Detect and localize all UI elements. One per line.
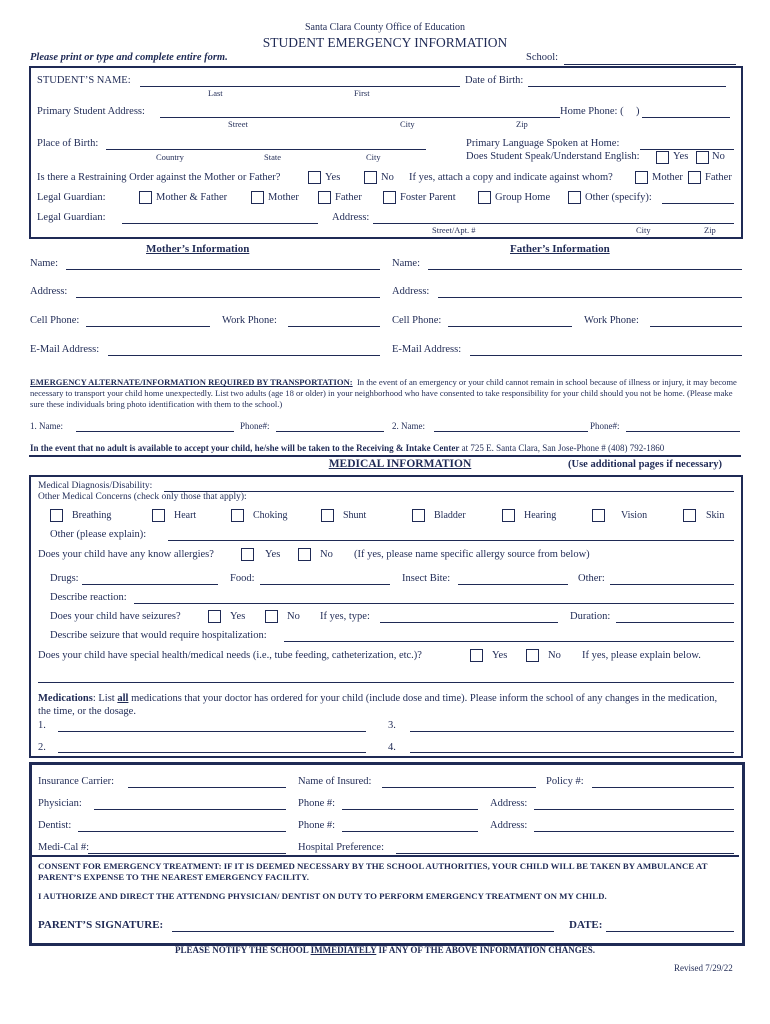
seizures-yes-label: Yes [230,611,246,622]
insured-field[interactable] [382,787,536,788]
contact1-label: 1. Name: [30,421,63,431]
allergies-yes-checkbox[interactable] [241,548,254,561]
guardian-both-checkbox[interactable] [139,191,152,204]
concern-heart-label: Heart [174,510,197,521]
instruction: Please print or type and complete entire form. [30,52,228,63]
intake-notice-bold: In the event that no adult is available to accept your child, he/she will be taken to the Receiving & Intake Center [30,443,460,453]
guardian-other-checkbox[interactable] [568,191,581,204]
reaction-label: Describe reaction: [50,592,127,603]
drugs-label: Drugs: [50,573,79,584]
concern-vision-checkbox[interactable] [592,509,605,522]
concern-shunt-label: Shunt [343,510,367,521]
allergies-yes-label: Yes [265,549,281,560]
mother-address-label: Address: [30,286,68,297]
home-phone-label: Home Phone: ( [560,106,624,117]
seizures-yes-checkbox[interactable] [208,610,221,623]
hospital-pref-label: Hospital Preference: [298,842,385,853]
dentist-address-label: Address: [490,820,528,831]
needs-no-label: No [548,650,561,661]
dentist-label: Dentist: [38,820,72,831]
diagnosis-label: Medical Diagnosis/Disability: [38,481,153,491]
med1-field[interactable] [58,731,366,732]
mother-info-title: Mother’s Information [146,243,250,255]
insect-field[interactable] [458,584,568,585]
english-yes-checkbox[interactable] [656,151,669,164]
guardian-group-checkbox[interactable] [478,191,491,204]
city3-caption: City [636,225,651,235]
seizure-hospital-label: Describe seizure that would require hospitalization: [50,630,267,641]
concern-hearing-checkbox[interactable] [502,509,515,522]
intake-notice-address: at 725 E. Santa Clara, San Jose-Phone # (408) 792-1860 [461,443,665,453]
school-field[interactable] [564,64,736,65]
concern-skin-label: Skin [706,510,725,521]
student-name-field[interactable] [140,86,460,87]
father-name-field[interactable] [428,269,742,270]
seizure-type-label: If yes, type: [320,611,370,622]
medications-pre: : List [92,693,118,704]
carrier-label: Insurance Carrier: [38,776,115,787]
intake-notice [30,443,664,453]
father-email-label: E-Mail Address: [392,344,462,355]
emergency-heading: EMERGENCY ALTERNATE/INFORMATION REQUIRED BY TRANSPORTATION: [30,377,353,387]
restraining-yes-label: Yes [325,172,341,183]
father-work-field[interactable] [650,326,742,327]
medications-text [38,692,728,718]
whom-mother-checkbox[interactable] [635,171,648,184]
seizure-hospital-field[interactable] [284,641,734,642]
guardian-address-field[interactable] [373,223,734,224]
dob-label: Date of Birth: [465,75,524,86]
revised-date: Revised 7/29/22 [674,963,733,973]
footer-notice-pre: PLEASE NOTIFY THE SCHOOL [175,945,311,955]
concern-breathing-checkbox[interactable] [50,509,63,522]
zip3-caption: Zip [704,225,716,235]
footer-notice-immediately: IMMEDIATELY [310,945,377,955]
medical-number-label: Medi-Cal #: [38,842,90,853]
authorize-text: I AUTHORIZE AND DIRECT THE ATTENDNG PHYSICIAN/ DENTIST ON DUTY TO PERFORM EMERGENCY TREATMENT ON MY CHILD. [38,891,607,901]
city2-caption: City [366,152,381,162]
mother-cell-field[interactable] [86,326,210,327]
dentist-address-field[interactable] [534,831,734,832]
mother-address-field[interactable] [76,297,380,298]
mother-work-label: Work Phone: [222,315,277,326]
street-caption: Street [228,119,248,129]
seizure-duration-label: Duration: [570,611,611,622]
med3-label: 3. [388,720,396,731]
father-address-field[interactable] [438,297,742,298]
physician-label: Physician: [38,798,82,809]
dentist-field[interactable] [78,831,286,832]
signature-field[interactable] [172,931,554,932]
mother-name-field[interactable] [66,269,380,270]
mother-email-label: E-Mail Address: [30,344,100,355]
drugs-field[interactable] [82,584,218,585]
speak-label: Does Student Speak/Understand English: [466,151,640,162]
med1-label: 1. [38,720,46,731]
father-name-label: Name: [392,258,420,269]
address-field[interactable] [160,117,560,118]
restraining-yes-checkbox[interactable] [308,171,321,184]
consent-rule [31,855,739,857]
restraining-label: Is there a Restraining Order against the Mother or Father? [37,172,281,183]
guardian-mother-label: Mother [268,192,299,203]
english-yes-label: Yes [673,151,689,162]
guardian-both-label: Mother & Father [156,192,228,203]
allergies-no-label: No [320,549,333,560]
concern-vision-label: Vision [621,510,648,521]
whom-mother-label: Mother [652,172,683,183]
med2-label: 2. [38,742,46,753]
concerns-label: Other Medical Concerns (check only those that apply): [38,492,247,502]
guardian-father-label: Father [335,192,362,203]
needs-yes-checkbox[interactable] [470,649,483,662]
guardian-other-field[interactable] [662,203,734,204]
footer-notice [0,945,770,955]
whom-father-checkbox[interactable] [688,171,701,184]
insured-label: Name of Insured: [298,776,372,787]
father-cell-field[interactable] [448,326,572,327]
language-label: Primary Language Spoken at Home: [466,138,620,149]
street-apt-caption: Street/Apt. # [432,225,476,235]
diagnosis-field[interactable] [164,491,734,492]
state-caption: State [264,152,281,162]
allergies-no-checkbox[interactable] [298,548,311,561]
needs-explain-label: If yes, please explain below. [582,650,701,661]
student-name-label: STUDENT’S NAME: [37,75,131,86]
restraining-no-label: No [381,172,394,183]
other2-field[interactable] [610,584,734,585]
med4-label: 4. [388,742,396,753]
other-explain-field[interactable] [168,540,734,541]
guardian-foster-checkbox[interactable] [383,191,396,204]
form-title: STUDENT EMERGENCY INFORMATION [262,35,508,50]
physician-address-field[interactable] [534,809,734,810]
father-address-label: Address: [392,286,430,297]
school-label: School: [526,52,559,63]
zip-caption: Zip [516,119,528,129]
restraining-whom-label: If yes, attach a copy and indicate against whom? [409,172,613,183]
med3-field[interactable] [410,731,734,732]
food-field[interactable] [260,584,390,585]
phone1-label: Phone#: [240,421,270,431]
seizure-type-field[interactable] [380,622,558,623]
physician-field[interactable] [94,809,286,810]
needs-no-checkbox[interactable] [526,649,539,662]
father-email-field[interactable] [470,355,742,356]
concern-heart-checkbox[interactable] [152,509,165,522]
date-field[interactable] [606,931,734,932]
english-no-checkbox[interactable] [696,151,709,164]
contact1-phone-field[interactable] [276,431,384,432]
contact2-name-field[interactable] [434,431,588,432]
date-label: DATE: [569,919,603,931]
needs-explain-field[interactable] [38,682,734,683]
dob-field[interactable] [528,86,726,87]
first-caption: First [354,88,370,98]
concern-shunt-checkbox[interactable] [321,509,334,522]
guardian-foster-label: Foster Parent [400,192,456,203]
pob-label: Place of Birth: [37,138,99,149]
medications-heading: Medications [38,693,93,704]
whom-father-label: Father [705,172,732,183]
special-needs-label: Does your child have special health/medical needs (i.e., tube feeding, catheterization, etc.)? [38,650,422,661]
physician-phone-field[interactable] [342,809,478,810]
guardian2-label: Legal Guardian: [37,212,106,223]
emergency-paragraph [30,377,740,410]
medical-title: MEDICAL INFORMATION [328,458,472,470]
policy-field[interactable] [592,787,734,788]
allergies-label: Does your child have any know allergies? [38,549,214,560]
city-caption: City [400,119,415,129]
english-no-label: No [712,151,725,162]
footer-notice-post: IF ANY OF THE ABOVE INFORMATION CHANGES. [376,945,595,955]
needs-yes-label: Yes [492,650,508,661]
pob-field[interactable] [106,149,426,150]
home-phone-paren: ) [636,106,640,117]
language-field[interactable] [640,149,734,150]
last-caption: Last [208,88,223,98]
mother-name-label: Name: [30,258,58,269]
guardian-other-label: Other (specify): [585,192,652,203]
country-caption: Country [156,152,184,162]
food-label: Food: [230,573,255,584]
med2-field[interactable] [58,752,366,753]
father-info-title: Father’s Information [510,243,610,255]
seizure-duration-field[interactable] [616,622,734,623]
phone2-label: Phone#: [590,421,620,431]
concern-skin-checkbox[interactable] [683,509,696,522]
mother-work-field[interactable] [288,326,380,327]
contact2-label: 2. Name: [392,421,425,431]
dentist-phone-field[interactable] [342,831,478,832]
consent-text: CONSENT FOR EMERGENCY TREATMENT: IF IT IS DEEMED NECESSARY BY THE SCHOOL AUTHORITIES, YOUR CHILD WILL BE TAKEN BY AMBULANCE AT PARENT’S EXPENSE TO THE NEAREST EMERGENCY FACILITY. [38,861,708,882]
guardian-group-label: Group Home [495,192,551,203]
concern-bladder-label: Bladder [434,510,466,521]
restraining-no-checkbox[interactable] [364,171,377,184]
policy-label: Policy #: [546,776,584,787]
medical-number-field[interactable] [88,853,286,854]
guardian-father-checkbox[interactable] [318,191,331,204]
reaction-field[interactable] [134,603,734,604]
guardian-label: Legal Guardian: [37,192,106,203]
med4-field[interactable] [410,752,734,753]
concern-breathing-label: Breathing [72,510,112,521]
concern-hearing-label: Hearing [524,510,557,521]
mother-email-field[interactable] [108,355,380,356]
seizures-label: Does your child have seizures? [50,611,181,622]
father-work-label: Work Phone: [584,315,639,326]
medications-all: all [117,693,129,704]
hospital-pref-field[interactable] [396,853,734,854]
concern-bladder-checkbox[interactable] [412,509,425,522]
address-label: Primary Student Address: [37,106,145,117]
medical-additional: (Use additional pages if necessary) [568,459,722,470]
insect-label: Insect Bite: [402,573,451,584]
medications-body: medications that your doctor has ordered for your child (include dose and time). Please inform the school of any changes in the medication, the time, or the dosage. [38,693,718,717]
father-cell-label: Cell Phone: [392,315,442,326]
contact1-name-field[interactable] [76,431,234,432]
concern-choking-checkbox[interactable] [231,509,244,522]
org-name: Santa Clara County Office of Education [304,22,466,33]
signature-label: PARENT’S SIGNATURE: [38,919,164,931]
carrier-field[interactable] [128,787,286,788]
other2-label: Other: [578,573,605,584]
physician-phone-label: Phone #: [298,798,336,809]
seizures-no-checkbox[interactable] [265,610,278,623]
guardian-mother-checkbox[interactable] [251,191,264,204]
concern-choking-label: Choking [253,510,288,521]
guardian2-field[interactable] [122,223,318,224]
home-phone-field[interactable] [642,117,730,118]
seizures-no-label: No [287,611,300,622]
contact2-phone-field[interactable] [626,431,740,432]
allergies-note: (If yes, please name specific allergy source from below) [354,549,590,560]
dentist-phone-label: Phone #: [298,820,336,831]
emergency-body: In the event of an emergency or your child cannot remain in school because of illness or injury, it may become necessary to transport your child home unexpectedly. List two adults (age 18 or older) in your neighborhood who have consented to take responsibility for your child should you not be home. (Please make sure these individuals bring photo identification with them to the school.) [30,377,737,409]
guardian-address-label: Address: [332,212,370,223]
mother-cell-label: Cell Phone: [30,315,80,326]
other-explain-label: Other (please explain): [50,529,147,540]
physician-address-label: Address: [490,798,528,809]
medical-top-rule [29,455,741,457]
